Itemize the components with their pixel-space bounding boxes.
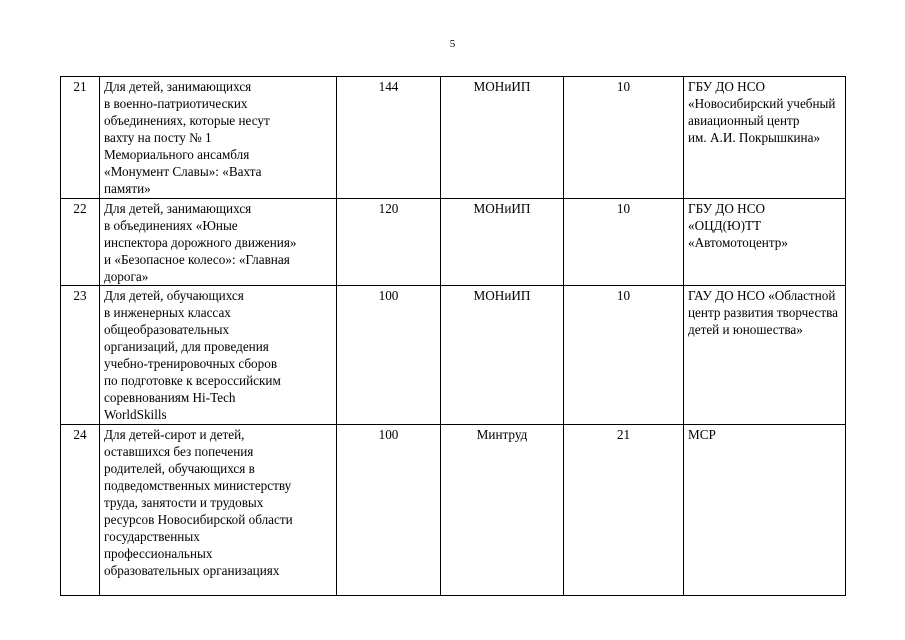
table-row [61,286,846,425]
row-description: Для детей, занимающихся в военно-патриотических объединениях, которые несут вахту на посту № 1 Мемориального ансамбля «Монумент Славы»: «Вахта памяти» [100,77,337,199]
row-count: 100 [337,286,441,425]
row-institution: ГАУ ДО НСО «Областной центр развития творчества детей и юношества» [684,286,846,425]
row-organizer: МОНиИП [441,77,564,199]
row-institution: ГБУ ДО НСО «ОЦД(Ю)ТТ «Автомотоцентр» [684,199,846,286]
row-days: 10 [564,77,684,199]
row-number: 24 [61,425,100,596]
row-count: 144 [337,77,441,199]
row-days: 10 [564,199,684,286]
row-organizer: Минтруд [441,425,564,596]
programs-table [60,76,846,596]
row-organizer: МОНиИП [441,286,564,425]
table-row [61,425,846,596]
row-description: Для детей, обучающихся в инженерных классах общеобразовательных организаций, для проведения учебно-тренировочных сборов по подготовке к всероссийским соревнованиям Hi-Tech WorldSkills [100,286,337,425]
row-number: 21 [61,77,100,199]
row-count: 100 [337,425,441,596]
row-description: Для детей, занимающихся в объединениях «Юные инспектора дорожного движения» и «Безопасное колесо»: «Главная дорога» [100,199,337,286]
table-row [61,77,846,199]
row-institution: ГБУ ДО НСО «Новосибирский учебный авиационный центр им. А.И. Покрышкина» [684,77,846,199]
table-row [61,199,846,286]
row-days: 10 [564,286,684,425]
row-count: 120 [337,199,441,286]
row-number: 23 [61,286,100,425]
row-days: 21 [564,425,684,596]
row-number: 22 [61,199,100,286]
page-number: 5 [449,38,456,50]
row-description: Для детей-сирот и детей, оставшихся без попечения родителей, обучающихся в подведомственных министерству труда, занятости и трудовых ресурсов Новосибирской области государственных профессиональных образовательных организациях [100,425,337,596]
row-organizer: МОНиИП [441,199,564,286]
row-institution: МСР [684,425,846,596]
